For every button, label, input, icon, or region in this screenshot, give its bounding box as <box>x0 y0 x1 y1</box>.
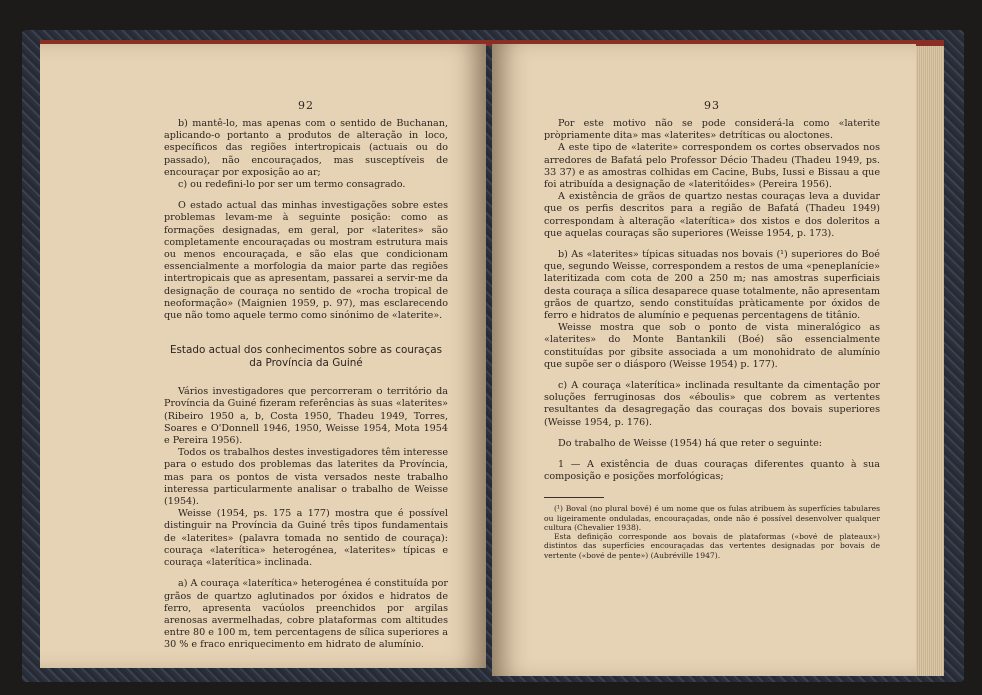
paragraph: Todos os trabalhos destes investigadores têm interesse para o estudo dos problemas das laterites da Província, mas para os pontos de vista versados neste trabalho interessa particularmente analisar o trabalho de Weisse (1954). <box>164 447 448 508</box>
page-number-right: 93 <box>704 99 720 112</box>
paragraph: A existência de grãos de quartzo nestas couraças leva a duvidar que os perfis descritos para a região de Bafatá (Thadeu 1949) correspondam à alteração «laterítica» dos xistos e dos doleritos a que aquelas couraças são superiores (Weisse 1954, p. 173). <box>544 191 880 239</box>
paragraph: Vários investigadores que percorreram o território da Província da Guiné fizeram referências às suas «laterites» (Ribeiro 1950 a, b, Costa 1950, Thadeu 1949, Torres, Soares e O'Donnell 1946, 1950, Weisse 1954, Mota 1954 e Pereira 1956). <box>164 386 448 447</box>
footnote: (¹) Boval (no plural bové) é um nome que os fulas atribuem às superfícies tabulares ou ligeiramente onduladas, encouraçadas, onde não é possível desenvolver qualquer cultura (Chevalier 1938). <box>544 504 880 532</box>
paragraph: a) A couraça «laterítica» heterogénea é constituída por grãos de quartzo aglutinados por óxidos e hidratos de ferro, apresenta vacúolos preenchidos por argilas arenosas avermelhadas, cobre plataformas com altitudes entre 80 e 100 m, tem percentagens de sílica superiores a 30 % e fraco enriquecimento em hidrato de alumínio. <box>164 578 448 651</box>
paragraph: 1 — A existência de duas couraças diferentes quanto à sua composição e posições morfológicas; <box>544 459 880 483</box>
footnote: Esta definição corresponde aos bovais de plataformas («bové de plateaux») distintos das superfícies encouraçadas das vertentes designadas por bovais de vertente («bové de pente») (Aubréville 1947). <box>544 532 880 560</box>
left-page <box>40 44 486 668</box>
paragraph: b) mantê-lo, mas apenas com o sentido de Buchanan, aplicando-o portanto a produtos de alteração in loco, específicos das regiões intertropicais (actuais ou do passado), não encouraçados, mas susceptíveis de encouraçar por exposição ao ar; <box>164 118 448 178</box>
page-number-left: 92 <box>298 99 314 112</box>
right-page <box>492 44 916 676</box>
right-text-column <box>544 118 880 560</box>
footnote-rule <box>544 497 604 498</box>
paragraph: Do trabalho de Weisse (1954) há que reter o seguinte: <box>558 437 823 449</box>
paragraph: c) ou redefini-lo por ser um termo consagrado. <box>178 179 406 191</box>
section-heading: Estado actual dos conhecimentos sobre as couraças da Província da Guiné <box>169 344 443 370</box>
paragraph: b) As «laterites» típicas situadas nos bovais (¹) superiores do Boé que, segundo Weisse, correspondem a restos de uma «peneplanície» lateritizada com cota de 200 a 250 m; nas amostras superficiais desta couraça a sílica desaparece quase totalmente, não apresentam grãos de quartzo, sendo constituídas pràticamente por óxidos de ferro e hidratos de alumínio e pequenas percentagens de titânio. <box>544 249 880 322</box>
paragraph: Weisse (1954, ps. 175 a 177) mostra que é possível distinguir na Província da Guiné três tipos fundamentais de «laterites» (palavra tomada no sentido de couraça): couraça «laterítica» heterogénea, «laterites» típicas e couraça «laterítica» inclinada. <box>164 508 448 569</box>
left-text-column <box>164 118 448 652</box>
paragraph: A este tipo de «laterite» correspondem os cortes observados nos arredores de Bafatá pelo Professor Décio Thadeu (Thadeu 1949, ps. 33 37) e as amostras colhidas em Cacine, Bubs, Iussi e Bissau a que foi atribuída a designação de «lateritóides» (Pereira 1956). <box>544 142 880 191</box>
paragraph: O estado actual das minhas investigações sobre estes problemas levam-me à seguinte posição: como as formações designadas, em geral, por «laterites» são completamente encouraçadas ou mostram estrutura mais ou menos encouraçada, e são elas que condicionam essencialmente a morfologia da maior parte das regiões intertropicais que as apresentam, passarei a servir-me da designação de couraça no sentido de «rocha tropical de neoformação» (Maignien 1959, p. 97), mas esclarecendo que não tomo aquele termo como sinónimo de «laterite». <box>164 200 448 322</box>
paragraph: Por este motivo não se pode considerá-la como «laterite pròpriamente dita» mas «laterites» detríticas ou aloctones. <box>544 118 880 142</box>
paragraph: Weisse mostra que sob o ponto de vista mineralógico as «laterites» do Monte Bantankili (Boé) são essencialmente constituídas por gibsite associada a um monohidrato de alumínio que supõe ser o diásporo (Weisse 1954) p. 177). <box>544 322 880 370</box>
page-edges-stack <box>914 46 944 676</box>
footnotes <box>544 504 880 559</box>
paragraph: c) A couraça «laterítica» inclinada resultante da cimentação por soluções ferruginosas dos «éboulis» que cobrem as vertentes resultantes da desagregação das couraças dos bovais superiores (Weisse 1954, p. 176). <box>544 380 880 428</box>
